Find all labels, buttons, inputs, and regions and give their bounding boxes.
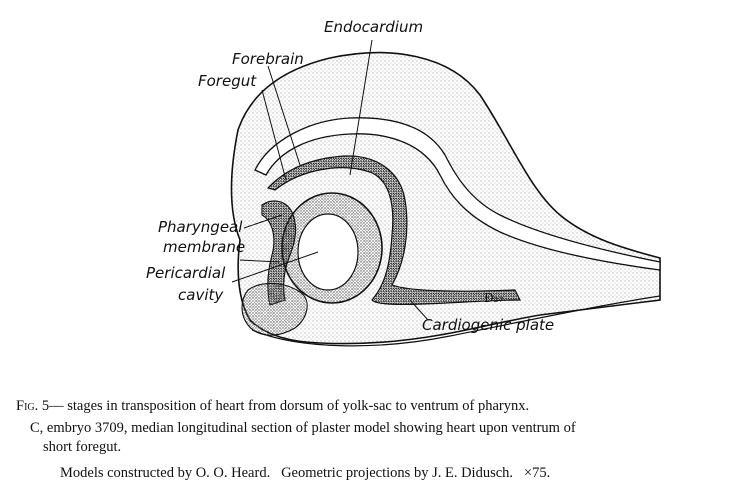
heart-tube-shape — [298, 214, 358, 290]
label-foregut: Foregut — [198, 72, 257, 90]
label-pericardial-1: Pericardial — [146, 264, 226, 282]
label-endocardium: Endocardium — [324, 18, 424, 36]
label-cardiogenic-plate: Cardiogenic plate — [422, 316, 555, 334]
artist-mark: Ɖ₂₇ — [484, 291, 504, 305]
caption-fig-label: Fig. 5 — [16, 398, 50, 414]
caption-fig-text: — stages in transposition of heart from dorsum of yolk-sac to ventrum of pharynx. — [49, 398, 530, 414]
caption-line-1 — [16, 398, 529, 415]
caption-line-2: C, embryo 3709, median longitudinal section of plaster model showing heart upon ventrum of — [30, 420, 576, 436]
caption-line-3: short foregut. — [43, 439, 122, 455]
caption-line-4: Models constructed by O. O. Heard. Geometric projections by J. E. Didusch. ×75. — [60, 465, 551, 481]
label-pharyngeal-1: Pharyngeal — [158, 218, 243, 236]
label-pericardial-2: cavity — [178, 286, 224, 304]
label-pharyngeal-2: membrane — [163, 238, 246, 256]
label-forebrain: Forebrain — [232, 50, 304, 68]
